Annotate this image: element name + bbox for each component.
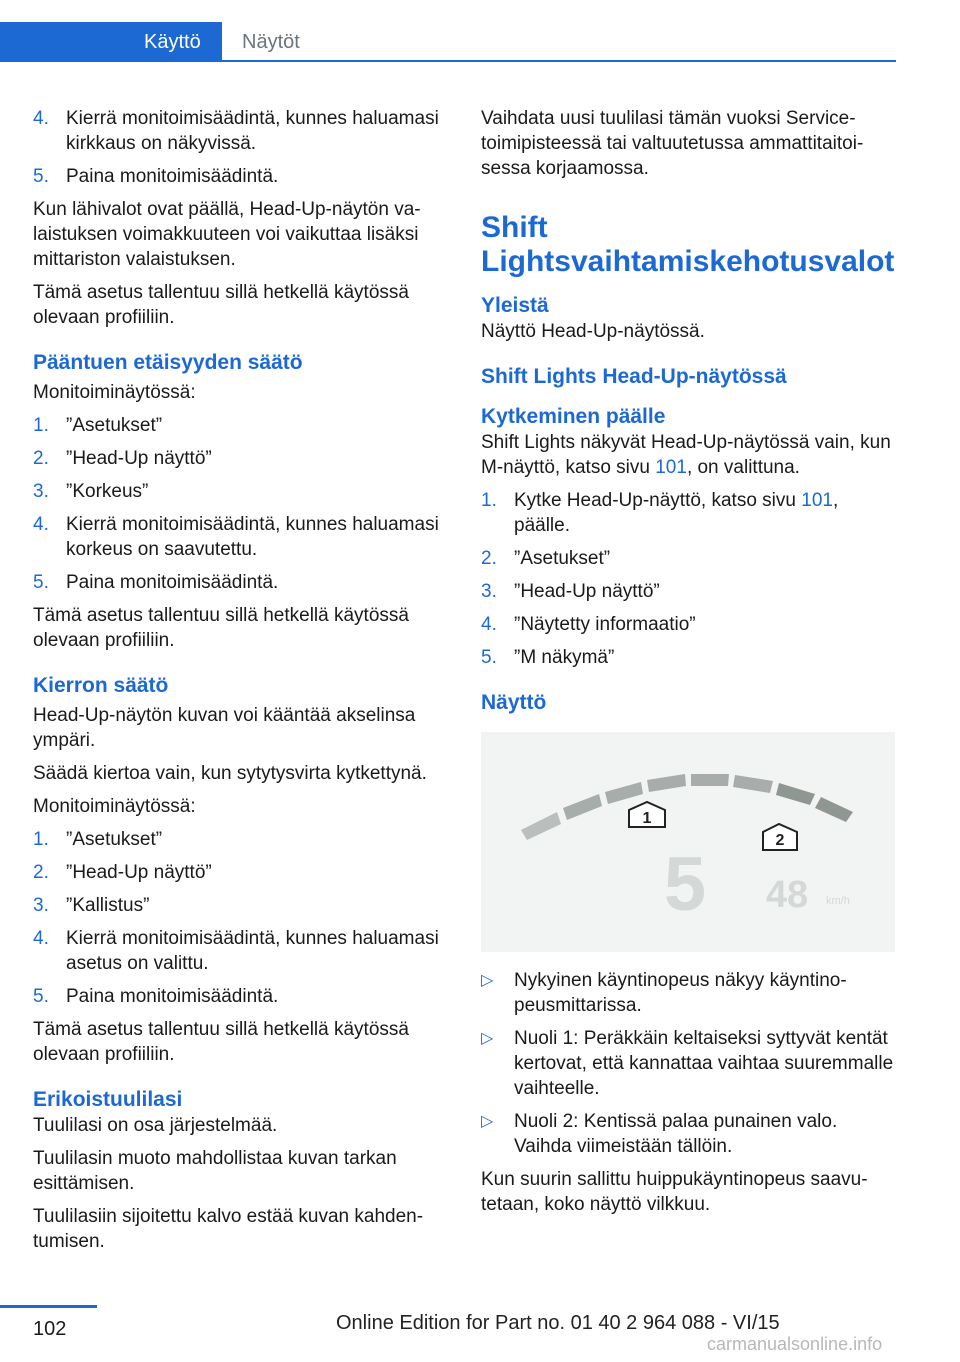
tab-kaytto[interactable]: Käyttö bbox=[0, 22, 222, 62]
paragraph: Monitoiminäytössä: bbox=[33, 382, 196, 403]
list-item: 5. Paina monitoimisäädintä. bbox=[33, 986, 279, 1007]
tilt-steps bbox=[33, 827, 447, 1009]
page-header bbox=[0, 22, 896, 62]
list-item: 3. ”Head-Up näyttö” bbox=[481, 581, 660, 602]
paragraph: Tämä asetus tallentuu sillä hetkellä käytössä olevaan profiiliin. bbox=[33, 1019, 409, 1065]
paragraph: Tuulilasi on osa järjestelmää. bbox=[33, 1115, 278, 1136]
tab-naytot[interactable]: Näytöt bbox=[242, 31, 300, 53]
paragraph: Näyttö Head-Up-näytössä. bbox=[481, 321, 705, 342]
list-item: 1. Kytke Head-Up-näyttö, katso sivu 101, päälle. bbox=[481, 490, 839, 536]
heading-display: Näyttö bbox=[481, 691, 547, 714]
left-column bbox=[33, 106, 447, 1262]
paragraph: Säädä kiertoa vain, kun sytytysvirta kytkettynä. bbox=[33, 763, 427, 784]
paragraph: Kun lähivalot ovat päällä, Head-Up-näytön valaistuksen voimakkuuteen voi vaikuttaa lisäksi mittariston valaistuksen. bbox=[33, 199, 421, 270]
paragraph: Tämä asetus tallentuu sillä hetkellä käytössä olevaan profiiliin. bbox=[33, 282, 409, 328]
list-item: 2. ”Head-Up näyttö” bbox=[33, 862, 212, 883]
heading-general: Yleistä bbox=[481, 294, 549, 317]
shift-lights-illustration bbox=[481, 732, 895, 952]
watermark: carmanualsonline.info bbox=[707, 1334, 883, 1354]
paragraph: Head-Up-näytön kuvan voi kääntää akselinsa ympäri. bbox=[33, 705, 416, 751]
page-number: 102 bbox=[33, 1318, 67, 1340]
paragraph: Vaihdata uusi tuulilasi tämän vuoksi Service-toimipisteessä tai valtuutetussa ammattitaitoisessa korjaamossa. bbox=[481, 108, 864, 179]
gear-number: 5 bbox=[663, 842, 707, 927]
list-item: ▷ Nuoli 1: Peräkkäin keltaiseksi syttyvät kentät kertovat, että kannattaa vaihtaa suuremmalle vaihteelle. bbox=[481, 1028, 894, 1099]
list-item: ▷ Nuoli 2: Kentissä palaa punainen valo. Vaihda viimeistään tällöin. bbox=[481, 1111, 838, 1157]
right-column bbox=[481, 106, 895, 1225]
arrow-1-icon bbox=[629, 802, 665, 827]
paragraph: Shift Lights näkyvät Head-Up-näytössä vain, kun M-näyttö, katso sivu 101, on valittuna. bbox=[481, 432, 891, 478]
list-item: 4. Kierrä monitoimisäädintä, kunnes haluamasi korkeus on saavutettu. bbox=[33, 514, 439, 560]
display-bullets bbox=[481, 968, 895, 1159]
arrow-1-label: 1 bbox=[642, 810, 652, 827]
arrow-2-label: 2 bbox=[775, 832, 785, 849]
paragraph: Monitoiminäytössä: bbox=[33, 796, 196, 817]
page-link-101[interactable]: 101 bbox=[801, 490, 833, 511]
paragraph: Kun suurin sallittu huippukäyntinopeus saavutetaan, koko näyttö vilkkuu. bbox=[481, 1169, 868, 1215]
list-item: 2. ”Head-Up näyttö” bbox=[33, 448, 212, 469]
list-item: 4. ”Näytetty informaatio” bbox=[481, 614, 696, 635]
heading-rotation: Kierron säätö bbox=[33, 674, 169, 697]
list-item: 1. ”Asetukset” bbox=[33, 829, 163, 850]
switch-on-steps bbox=[481, 488, 895, 670]
list-item: 4. Kierrä monitoimisäädintä, kunnes haluamasi kirkkaus on näkyvissä. bbox=[33, 108, 439, 154]
edition-info: Online Edition for Part no. 01 40 2 964 088 - VI/15 bbox=[336, 1312, 780, 1334]
rpm-arc bbox=[521, 774, 853, 840]
list-item: 5. Paina monitoimisäädintä. bbox=[33, 166, 279, 187]
triangle-bullet-icon: ▷ bbox=[481, 1113, 494, 1130]
arrow-2-icon bbox=[763, 824, 797, 850]
triangle-bullet-icon: ▷ bbox=[481, 972, 494, 989]
list-item: 3. ”Kallistus” bbox=[33, 895, 150, 916]
heading-windshield: Erikoistuulilasi bbox=[33, 1088, 183, 1111]
list-item: ▷ Nykyinen käyntinopeus näkyy käyntinopeusmittarissa. bbox=[481, 970, 847, 1016]
triangle-bullet-icon: ▷ bbox=[481, 1030, 494, 1047]
list-item: 1. ”Asetukset” bbox=[33, 415, 163, 436]
footer-accent-line bbox=[0, 1305, 97, 1308]
speed-unit: km/h bbox=[826, 895, 850, 907]
heading-distance: Pääntuen etäisyyden säätö bbox=[33, 351, 303, 374]
paragraph: Tuulilasin muoto mahdollistaa kuvan tarkan esittämisen. bbox=[33, 1148, 397, 1194]
list-item: 4. Kierrä monitoimisäädintä, kunnes haluamasi asetus on valittu. bbox=[33, 928, 439, 974]
speed-value: 48 bbox=[765, 874, 809, 916]
heading-shift-lights: Shift Lightsvaihtamiskehotusvalot bbox=[481, 211, 895, 278]
heading-switch-on: Kytkeminen päälle bbox=[481, 405, 666, 428]
brightness-steps bbox=[33, 106, 447, 189]
heading-hud: Shift Lights Head-Up-näytössä bbox=[481, 365, 787, 388]
paragraph: Tuulilasiin sijoitettu kalvo estää kuvan kahdentumisen. bbox=[33, 1206, 424, 1252]
paragraph: Tämä asetus tallentuu sillä hetkellä käytössä olevaan profiiliin. bbox=[33, 605, 409, 651]
list-item: 2. ”Asetukset” bbox=[481, 548, 611, 569]
page-link-101[interactable]: 101 bbox=[655, 457, 687, 478]
shift-lights-figure bbox=[481, 732, 895, 952]
list-item: 3. ”Korkeus” bbox=[33, 481, 149, 502]
list-item: 5. ”M näkymä” bbox=[481, 647, 615, 668]
height-steps bbox=[33, 413, 447, 595]
list-item: 5. Paina monitoimisäädintä. bbox=[33, 572, 279, 593]
